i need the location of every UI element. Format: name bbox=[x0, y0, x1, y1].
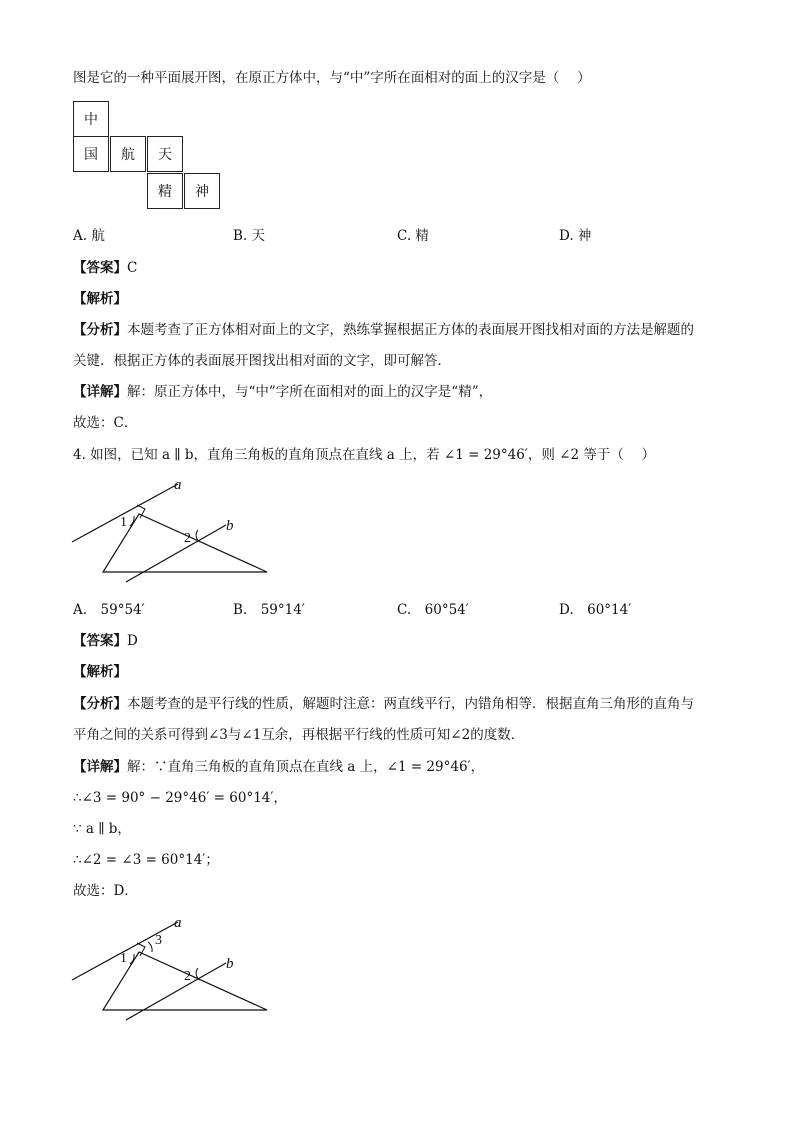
q4-fenxi-line1 bbox=[73, 692, 694, 712]
q4-step-1: ∴∠3 = 90° − 29°46′ = 60°14′， bbox=[73, 790, 287, 806]
fig2-label-a: a bbox=[174, 915, 182, 931]
fig2-label-1: 1 bbox=[120, 951, 127, 966]
q4-option-d: D. 60°14′ bbox=[559, 602, 632, 618]
fig2-angle1-arc bbox=[130, 954, 134, 964]
q3-fenxi-text1: 本题考查了正方体相对面上的文字，熟练掌握根据正方体的表面展开图找相对面的方法是解题的 bbox=[127, 322, 694, 338]
fig1-label-2: 2 bbox=[184, 531, 191, 546]
q3-xiangjie bbox=[73, 380, 492, 400]
q4-figure-1 bbox=[60, 468, 300, 586]
net-cell-zhong: 中 bbox=[73, 101, 109, 137]
fig2-label-3: 3 bbox=[155, 933, 162, 948]
net-cell-tian: 天 bbox=[147, 136, 183, 172]
q3-xiangjie-tag: 【详解】 bbox=[73, 384, 127, 400]
q4-figure-2 bbox=[60, 906, 300, 1024]
q3-fenxi-line1 bbox=[73, 318, 694, 338]
q3-fenxi-tag: 【分析】 bbox=[73, 322, 127, 338]
q3-choose: 故选：C． bbox=[73, 415, 138, 431]
q4-fenxi-text1: 本题考查的是平行线的性质，解题时注意：两直线平行，内错角相等．根据直角三角形的直角与 bbox=[127, 696, 694, 712]
fig1-line-b bbox=[126, 525, 226, 582]
net-cell-shen: 神 bbox=[184, 173, 220, 209]
net-cell-hang: 航 bbox=[110, 136, 146, 172]
fig2-angle3-arc bbox=[148, 942, 152, 952]
fig1-label-1: 1 bbox=[120, 515, 127, 530]
q4-analysis-title: 【解析】 bbox=[73, 664, 127, 680]
fig1-label-a: a bbox=[174, 477, 182, 493]
q4-answer-value: D bbox=[127, 633, 138, 649]
q4-step-3: ∴∠2 = ∠3 = 60°14′； bbox=[73, 852, 219, 868]
fig2-label-b: b bbox=[226, 956, 234, 972]
net-cell-guo: 国 bbox=[73, 136, 109, 172]
q3-option-d: D. 神 bbox=[559, 228, 592, 244]
q3-xiangjie-text: 解：原正方体中，与“中”字所在面相对的面上的汉字是“精”， bbox=[127, 384, 493, 400]
q4-step-2: ∵ a ∥ b， bbox=[73, 821, 131, 837]
q3-option-c: C. 精 bbox=[397, 228, 429, 244]
q4-xiangjie-tag: 【详解】 bbox=[73, 759, 127, 775]
q4-fenxi-line2: 平角之间的关系可得到∠3与∠1互余，再根据平行线的性质可知∠2的度数． bbox=[73, 727, 525, 743]
q4-option-a: A. 59°54′ bbox=[73, 602, 145, 618]
q4-stem: 4. 如图，已知 a ∥ b，直角三角板的直角顶点在直线 a 上，若 ∠1 = 29°46′，则 ∠2 等于（ ） bbox=[73, 447, 656, 463]
q3-answer-value: C bbox=[127, 260, 138, 276]
fig1-angle1-arc bbox=[130, 516, 134, 526]
q3-answer bbox=[73, 256, 137, 276]
q4-choose: 故选：D． bbox=[73, 883, 138, 899]
q3-answer-tag: 【答案】 bbox=[73, 260, 127, 276]
cube-net bbox=[73, 101, 223, 211]
fig2-label-2: 2 bbox=[184, 969, 191, 984]
q4-answer-tag: 【答案】 bbox=[73, 633, 127, 649]
q3-option-b: B. 天 bbox=[233, 228, 266, 244]
fig2-line-b bbox=[126, 963, 226, 1020]
q3-stem: 图是它的一种平面展开图，在原正方体中，与“中”字所在面相对的面上的汉字是（ ） bbox=[73, 70, 591, 86]
q4-option-b: B. 59°14′ bbox=[233, 602, 305, 618]
q4-xiangjie bbox=[73, 755, 484, 775]
net-cell-jing: 精 bbox=[147, 173, 183, 209]
q4-option-c: C. 60°54′ bbox=[397, 602, 469, 618]
q4-fenxi-tag: 【分析】 bbox=[73, 696, 127, 712]
q4-answer bbox=[73, 629, 138, 649]
fig1-label-b: b bbox=[226, 518, 234, 534]
fig1-line-a bbox=[72, 484, 178, 542]
q3-option-a: A. 航 bbox=[73, 228, 105, 244]
q3-fenxi-line2: 关键．根据正方体的表面展开图找出相对面的文字，即可解答． bbox=[73, 353, 451, 369]
q4-xiangjie-text: 解：∵直角三角板的直角顶点在直线 a 上，∠1 = 29°46′， bbox=[127, 759, 485, 775]
q3-analysis-title: 【解析】 bbox=[73, 291, 127, 307]
